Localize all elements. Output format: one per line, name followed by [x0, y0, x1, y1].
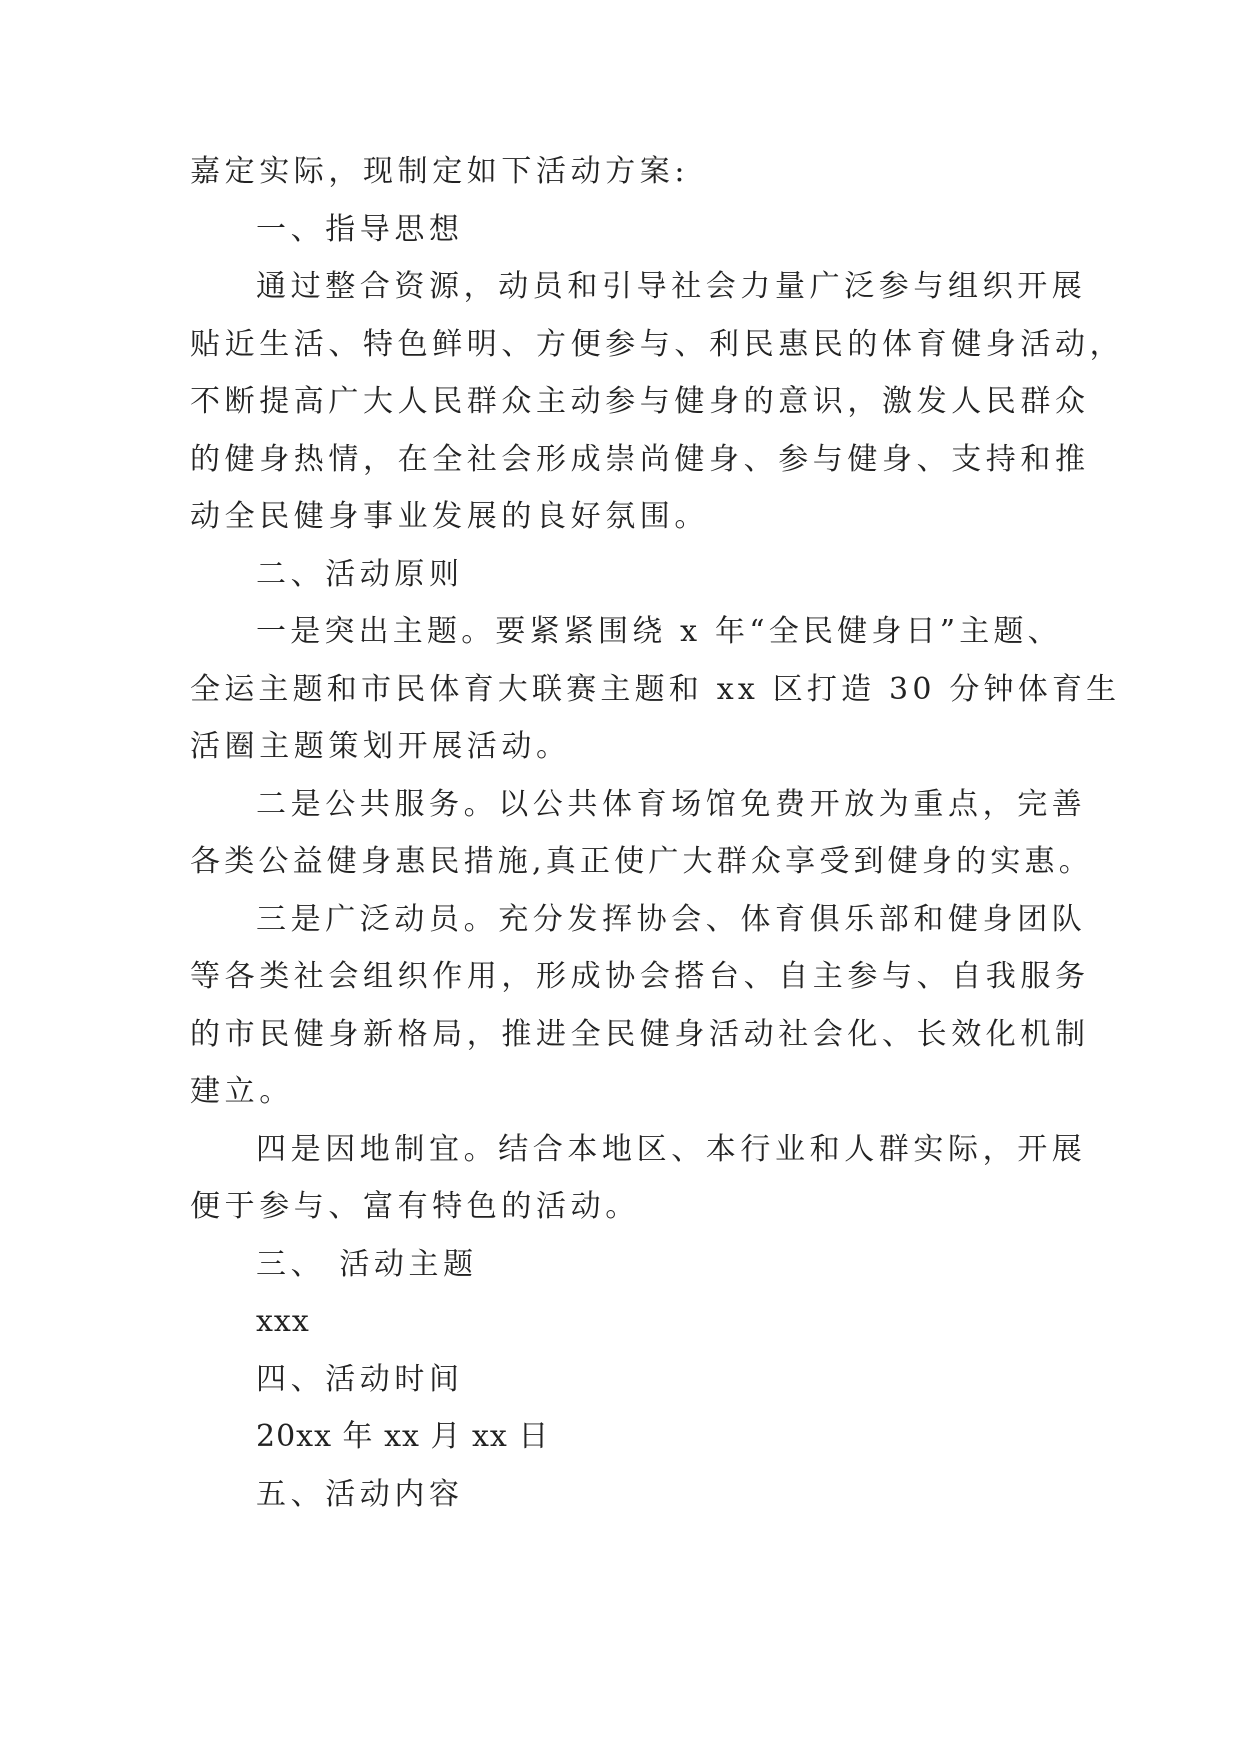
event-date: 20xx 年 xx 月 xx 日	[256, 1419, 550, 1454]
section-heading-content: 五、活动内容	[256, 1477, 464, 1512]
paragraph-line: 动全民健身事业发展的良好氛围。	[190, 499, 709, 534]
section-heading-time: 四、活动时间	[256, 1362, 464, 1397]
paragraph-line: 活圈主题策划开展活动。	[190, 729, 571, 764]
paragraph-line: 不断提高广大人民群众主动参与健身的意识，激发人民群众	[190, 384, 1090, 419]
section-heading-principles: 二、活动原则	[256, 557, 464, 592]
section-heading-guiding-thought: 一、指导思想	[256, 212, 464, 247]
paragraph-line: 三是广泛动员。充分发挥协会、体育俱乐部和健身团队	[256, 902, 1087, 937]
paragraph-line: 各类公益健身惠民措施,真正使广大群众享受到健身的实惠。	[190, 844, 1093, 879]
paragraph-line: 通过整合资源，动员和引导社会力量广泛参与组织开展	[256, 269, 1087, 304]
section-heading-theme: 三、 活动主题	[256, 1247, 478, 1282]
paragraph-line: 等各类社会组织作用，形成协会搭台、自主参与、自我服务	[190, 959, 1090, 994]
paragraph-line: 贴近生活、特色鲜明、方便参与、利民惠民的体育健身活动，	[190, 327, 1125, 362]
paragraph-line: 全运主题和市民体育大联赛主题和 xx 区打造 30 分钟体育生	[190, 672, 1121, 707]
paragraph-line: 的市民健身新格局，推进全民健身活动社会化、长效化机制	[190, 1017, 1090, 1052]
paragraph-line: 一是突出主题。要紧紧围绕 x 年“全民健身日”主题、	[256, 614, 1062, 649]
paragraph-line: 的健身热情，在全社会形成崇尚健身、参与健身、支持和推	[190, 442, 1090, 477]
paragraph-line: 二是公共服务。以公共体育场馆免费开放为重点，完善	[256, 787, 1087, 822]
paragraph-line: 建立。	[190, 1074, 294, 1109]
theme-value: xxx	[256, 1304, 310, 1339]
paragraph-line: 嘉定实际，现制定如下活动方案:	[190, 154, 690, 189]
paragraph-line: 便于参与、富有特色的活动。	[190, 1189, 640, 1224]
paragraph-line: 四是因地制宜。结合本地区、本行业和人群实际，开展	[256, 1132, 1087, 1167]
